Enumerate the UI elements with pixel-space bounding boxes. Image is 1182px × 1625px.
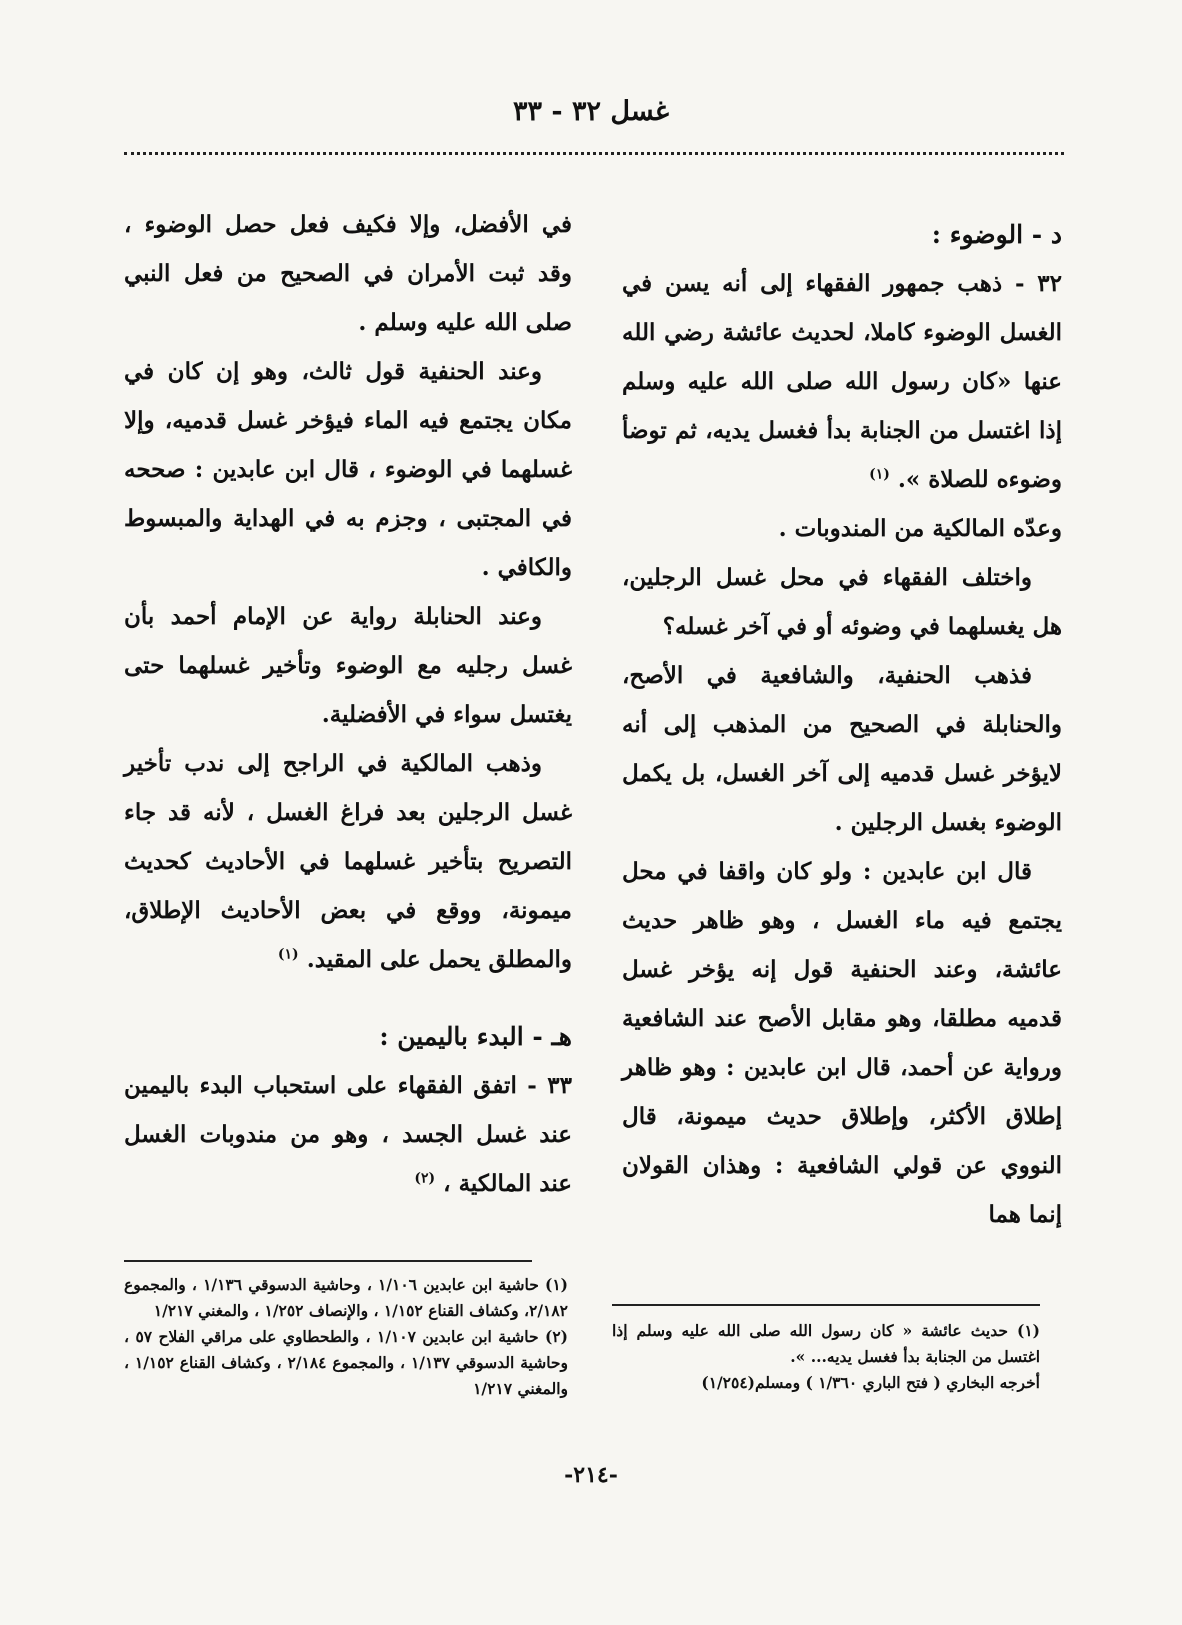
- footnotes-left: [124, 1272, 568, 1402]
- footnote-1-source: أخرجه البخاري ( فتح الباري ١/٣٦٠ ) ومسلم(١/٢٥٤): [701, 1373, 1040, 1392]
- footnote-ref-1[interactable]: (١): [869, 466, 890, 483]
- paragraph: قال ابن عابدين : ولو كان واقفا في محل يجتمع فيه ماء الغسل ، وهو ظاهر حديث عائشة، وعند الحنفية قول إنه يؤخر غسل قدميه مطلقا، وهو مقابل الأصح عند الشافعية ورواية عن أحمد، قال ابن عابدين : وهو ظاهر إطلاق الأكثر، وإطلاق حديث ميمونة، قال النووي عن قولي الشافعية : وهذان القولان إنما هما: [622, 858, 1062, 1228]
- paragraph: وعند الحنابلة رواية عن الإمام أحمد بأن غسل رجليه مع الوضوء وتأخير غسلهما حتى يغتسل سواء في الأفضلية.: [124, 603, 572, 728]
- paragraph-32-text: ٣٢ - ذهب جمهور الفقهاء إلى أنه يسن في الغسل الوضوء كاملا، لحديث عائشة رضي الله عنها «كان رسول الله صلى الله عليه وسلم إذا اغتسل من الجنابة بدأ فغسل يديه، ثم توضأ وضوءه للصلاة ».: [622, 270, 1062, 493]
- paragraph-32: [622, 259, 1062, 504]
- page-number: -٢١٤-: [564, 1462, 618, 1488]
- paragraph: وعند الحنفية قول ثالث، وهو إن كان في مكان يجتمع فيه الماء فيؤخر غسل قدميه، وإلا غسلهما في الوضوء ، قال ابن عابدين : صححه في المجتبى ، وجزم به في الهداية والمبسوط والكافي .: [124, 358, 572, 581]
- footnote-1: (١) حديث عائشة « كان رسول الله صلى الله عليه وسلم إذا اغتسل من الجنابة بدأ فغسل يديه... ».: [612, 1321, 1040, 1366]
- paragraph: فذهب الحنفية، والشافعية في الأصح، والحنابلة في الصحيح من المذهب إلى أنه لايؤخر غسل قدميه إلى آخر الغسل، بل يكمل الوضوء بغسل الرجلين .: [622, 662, 1062, 836]
- footnote-divider: [612, 1304, 1040, 1306]
- footnote-ref-1[interactable]: (١): [277, 946, 299, 963]
- paragraph: وعدّه المالكية من المندوبات .: [778, 515, 1062, 542]
- footnote-divider: [124, 1260, 532, 1262]
- paragraph-text: وذهب المالكية في الراجح إلى ندب تأخير غسل الرجلين بعد فراغ الغسل ، لأنه قد جاء التصريح بتأخير غسلهما في الأحاديث كحديث ميمونة، ووقع في بعض الأحاديث الإطلاق، والمطلق يحمل على المقيد.: [124, 750, 572, 973]
- footnote-2: (٢) حاشية ابن عابدين ١/١٠٧ ، والطحطاوي على مراقي الفلاح ٥٧ ، وحاشية الدسوقي ١/١٣٧ ، والمجموع ٢/١٨٤ ، وكشاف القناع ١/١٥٢ ، والمغني ١/٢١٧: [124, 1327, 568, 1398]
- paragraph: في الأفضل، وإلا فكيف فعل حصل الوضوء ، وقد ثبت الأمران في الصحيح من فعل النبي صلى الله عليه وسلم .: [124, 211, 572, 336]
- paragraph: [124, 739, 572, 984]
- paragraph: واختلف الفقهاء في محل غسل الرجلين، هل يغسلهما في وضوئه أو في آخر غسله؟: [622, 564, 1062, 640]
- section-heading-h: هـ - البدء باليمين :: [379, 1022, 572, 1051]
- paragraph-33-text: ٣٣ - اتفق الفقهاء على استحباب البدء باليمين عند غسل الجسد ، وهو من مندوبات الغسل عند المالكية ،: [124, 1072, 572, 1197]
- page-header: غسل ٣٢ - ٣٣: [512, 96, 670, 127]
- footnote-1: (١) حاشية ابن عابدين ١/١٠٦ ، وحاشية الدسوقي ١/١٣٦ ، والمجموع ٢/١٨٢، وكشاف القناع ١/١٥٢ ، والإنصاف ١/٢٥٢ ، والمغني ١/٢١٧: [124, 1275, 568, 1320]
- section-heading-d: د - الوضوء :: [931, 220, 1062, 249]
- footnotes-right: [612, 1318, 1040, 1396]
- footnote-ref-2[interactable]: (٢): [414, 1170, 436, 1187]
- header-divider: [124, 152, 1064, 155]
- paragraph-33: [124, 1061, 572, 1208]
